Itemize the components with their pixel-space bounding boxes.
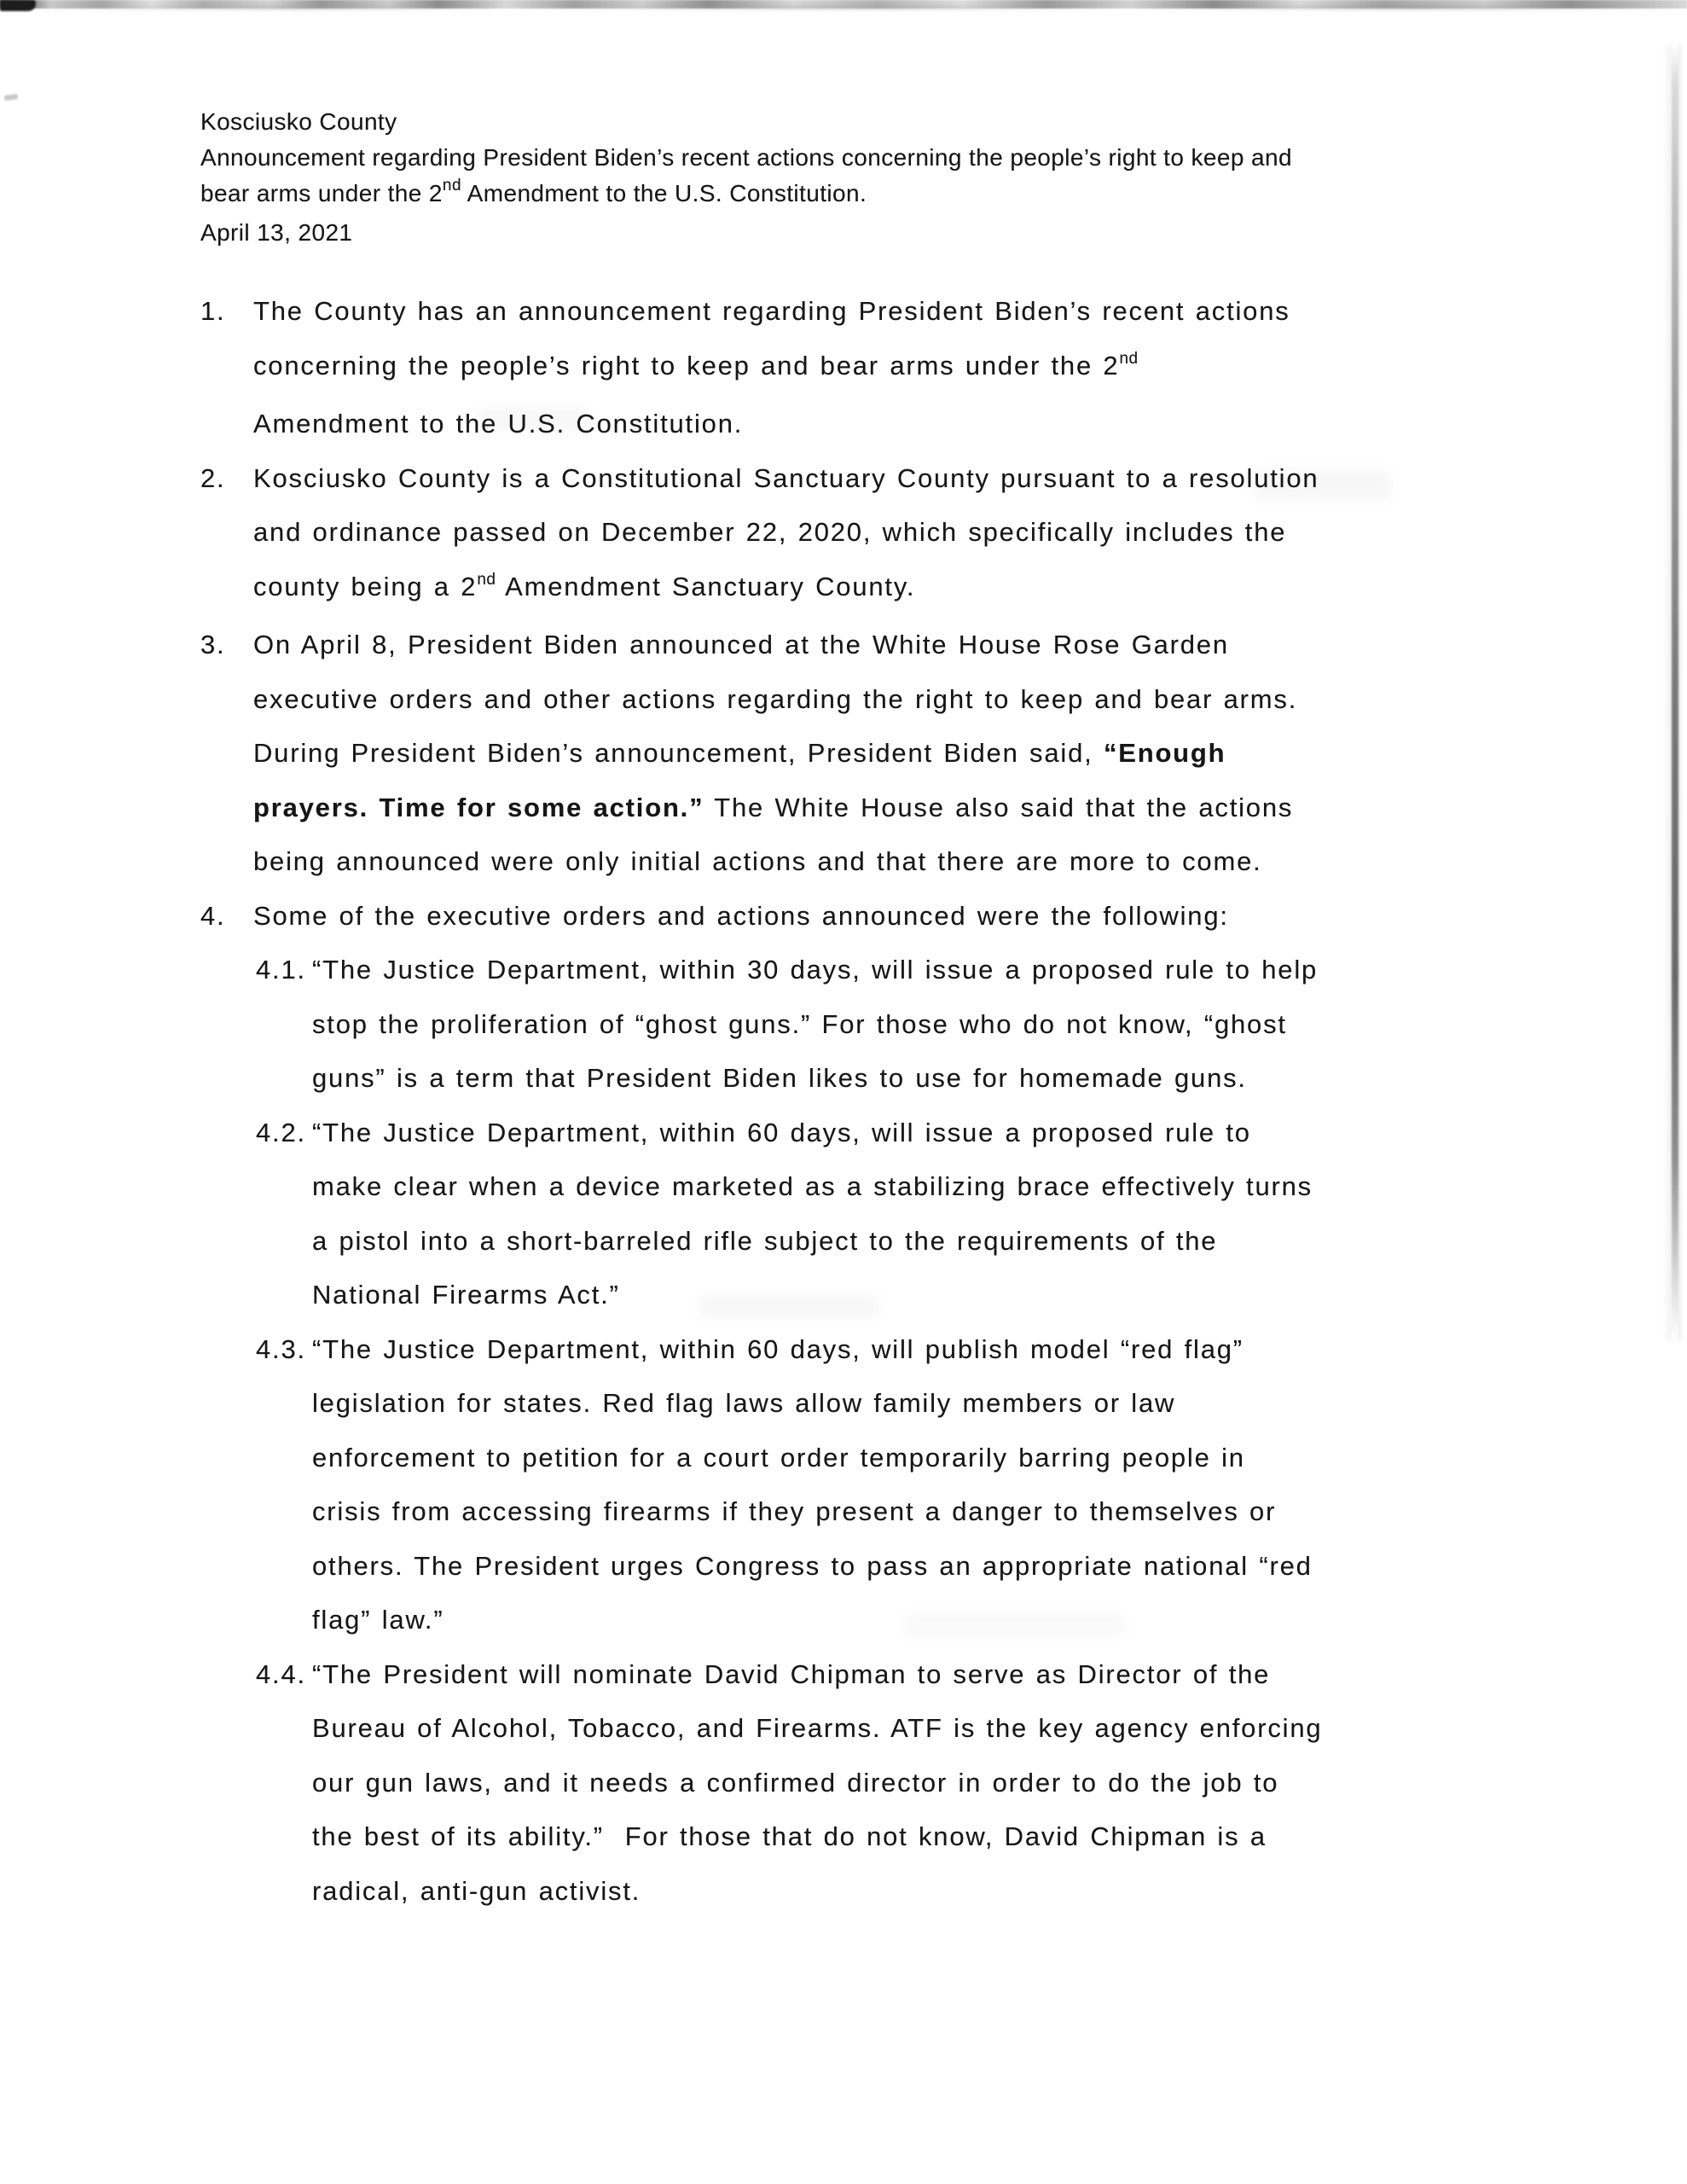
text-line [312,1106,1505,1160]
text-run: guns” is a term that President Biden likes to use for homemade guns. [312,1063,1247,1093]
text-line [312,1376,1505,1431]
text-run: Announcement regarding President Biden’s recent actions concerning the people’s right to keep and [200,144,1292,171]
text-run: crisis from accessing firearms if they present a danger to themselves or [312,1496,1277,1526]
text-run: Kosciusko County [200,108,397,135]
text-run: stop the proliferation of “ghost guns.” For those who do not know, “ghost [312,1008,1287,1039]
item-number: 4.2. [256,1117,306,1147]
item-text [312,1106,1505,1322]
item-text [253,618,1505,889]
text-line [253,672,1505,727]
text-line [253,339,1505,398]
text-line [312,1701,1505,1756]
text-line [200,140,1505,176]
text-run: the best of its ability.” For those that do not know, David Chipman is a [312,1821,1267,1851]
text-run: On April 8, President Biden announced at the White House Rose Garden [253,630,1229,659]
superscript: nd [1119,349,1139,368]
text-run: National Firearms Act.” [312,1280,620,1310]
text-line [312,1431,1505,1485]
text-line [253,726,1505,781]
text-run: bear arms under the 2 [200,180,443,206]
text-line [312,1539,1505,1594]
text-run: concerning the people’s right to keep and bear arms under the 2 [253,350,1120,380]
item-text [312,1647,1505,1919]
list-item-4-3 [200,1322,1505,1647]
scan-artifact-speck [4,94,19,101]
text-line [312,1864,1505,1919]
list-item-1 [200,284,1505,451]
text-line [253,284,1505,339]
text-line [312,1593,1505,1647]
text-run: Amendment Sanctuary County. [496,571,916,601]
doc-list [200,284,1505,1918]
text-run: a pistol into a short-barreled rifle subject to the requirements of the [312,1225,1218,1256]
text-run: “The Justice Department, within 60 days, will publish model “red flag” [312,1333,1244,1364]
item-text [312,1322,1505,1647]
item-text [253,284,1505,451]
text-run: Amendment to the U.S. Constitution. [461,180,867,206]
list-item-2 [200,451,1505,619]
text-run: “The Justice Department, within 60 days, will issue a proposed rule to [312,1117,1251,1147]
text-line [312,1268,1505,1322]
text-line [312,1809,1505,1864]
text-line [253,451,1505,506]
item-number: 2. [200,462,226,493]
text-run: radical, anti-gun activist. [312,1875,641,1906]
text-line [200,176,1505,215]
list-item-4-4 [200,1647,1505,1919]
text-run: The County has an announcement regarding President Biden’s recent actions [253,296,1290,326]
text-line [253,834,1505,889]
doc-header [200,104,1505,251]
text-run: enforcement to petition for a court order temporarily barring people in [312,1442,1245,1472]
text-run: legislation for states. Red flag laws allow family members or law [312,1388,1176,1418]
text-line [253,560,1505,619]
text-line [312,943,1505,997]
scan-artifact-right-edge-line [1672,44,1678,1341]
bold-run: “Enough [1103,738,1226,768]
document-content [200,104,1505,1918]
item-number: 4. [200,900,226,931]
scan-artifact-corner-blob [0,0,36,11]
text-run: county being a 2 [253,571,478,601]
text-line [312,997,1505,1052]
text-line [312,1756,1505,1810]
text-line [200,215,1505,251]
text-run: our gun laws, and it needs a confirmed director in order to do the job to [312,1767,1279,1798]
text-run: executive orders and other actions regarding the right to keep and bear arms. [253,683,1298,714]
text-run: flag” law.” [312,1605,444,1635]
list-item-4-1 [200,943,1505,1106]
item-text [253,889,1505,944]
text-line [312,1214,1505,1269]
item-number: 4.1. [256,955,306,985]
text-run: Kosciusko County is a Constitutional Sanctuary County pursuant to a resolution [253,462,1319,493]
text-line [253,505,1505,560]
text-line [253,889,1505,944]
item-number: 4.4. [256,1658,306,1689]
item-text [312,943,1505,1106]
list-item-4-2 [200,1106,1505,1322]
text-run: and ordinance passed on December 22, 2020, which specifically includes the [253,517,1287,547]
text-run: Some of the executive orders and actions announced were the following: [253,900,1229,931]
item-number: 3. [200,630,226,659]
text-run: others. The President urges Congress to pass an appropriate national “red [312,1550,1313,1581]
text-run: The White House also said that the actions [704,792,1294,822]
text-line [312,1647,1505,1702]
superscript: nd [442,177,462,195]
text-run: make clear when a device marketed as a stabilizing brace effectively turns [312,1171,1313,1201]
list-item-4 [200,889,1505,944]
text-line [312,1484,1505,1539]
text-line [253,781,1505,835]
bold-run: prayers. Time for some action.” [253,792,704,822]
text-line [253,618,1505,672]
text-run: “The President will nominate David Chipman to serve as Director of the [312,1658,1271,1689]
superscript: nd [477,570,496,589]
item-number: 4.3. [256,1333,306,1364]
text-line [312,1322,1505,1377]
text-run: April 13, 2021 [200,219,353,246]
item-number: 1. [200,296,226,326]
item-text [253,451,1505,619]
text-run: being announced were only initial actions and that there are more to come. [253,846,1262,876]
scan-artifact-top-band-2 [0,5,1687,10]
text-line [312,1051,1505,1106]
text-run: During President Biden’s announcement, President Biden said, [253,738,1104,768]
list-item-3 [200,618,1505,889]
text-line [200,104,1505,140]
text-run: Amendment to the U.S. Constitution. [253,409,744,439]
text-line [253,397,1505,451]
text-run: “The Justice Department, within 30 days, will issue a proposed rule to help [312,955,1319,985]
text-line [312,1159,1505,1214]
text-run: Bureau of Alcohol, Tobacco, and Firearms. ATF is the key agency enforcing [312,1713,1323,1743]
